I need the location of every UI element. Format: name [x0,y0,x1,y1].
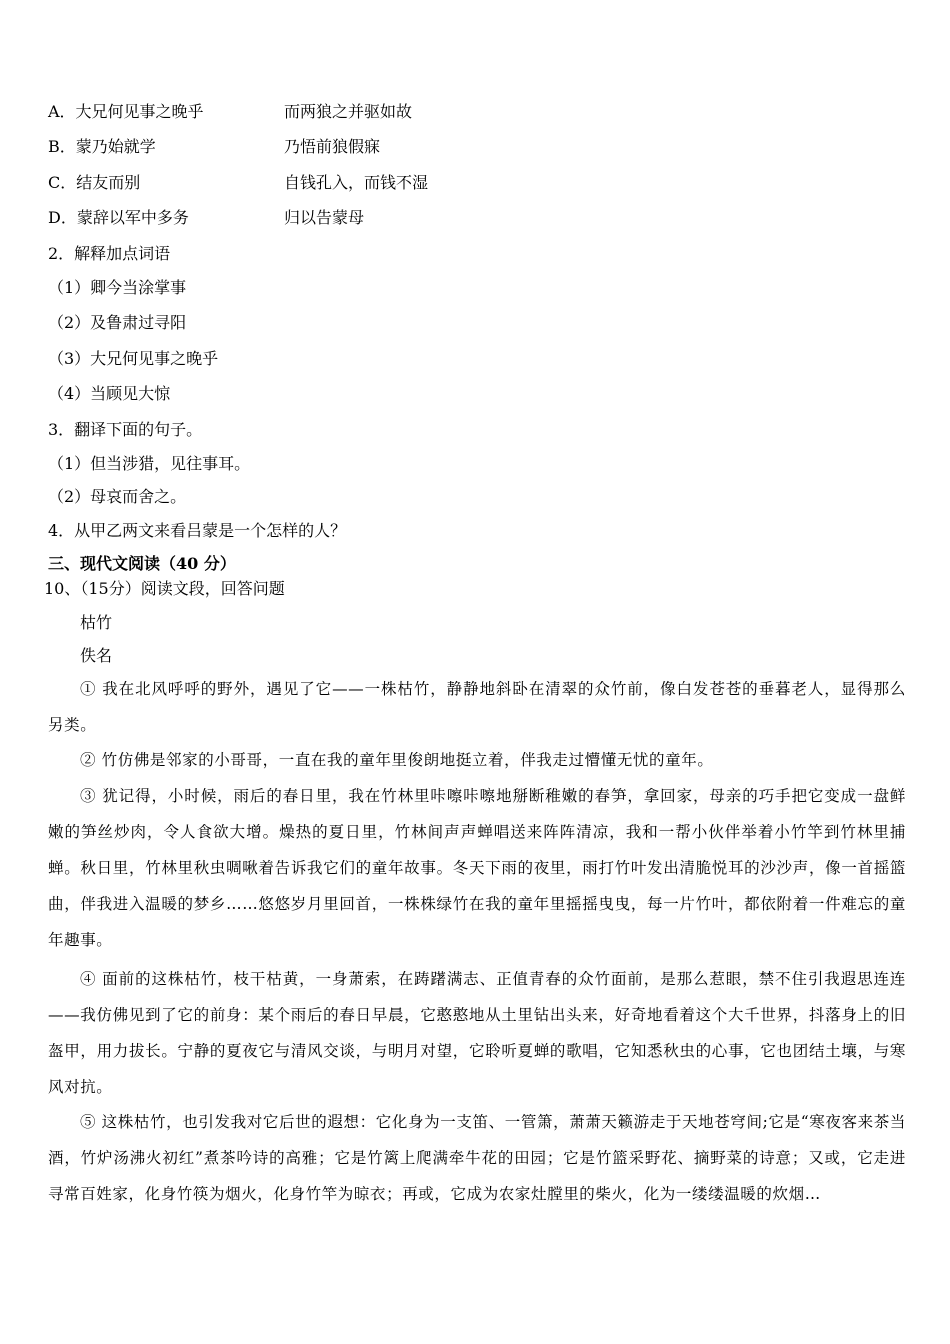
option-d-left: D．蒙辞以军中多务 [48,208,189,227]
q2-item-2: （2）及鲁肃过寻阳 [48,313,187,332]
question-10-prompt: 10、（15分）阅读文段，回答问题 [44,579,285,598]
article-paragraph-4: ④ 面前的这株枯竹，枝干枯黄，一身萧索，在踌躇满志、正值青春的众竹面前，是那么惹眼，禁不住引我遐思连连——我仿佛见到了它的前身：某个雨后的春日早晨，它憨憨地从土里钻出头来，好奇地看着这个大千世界，抖落身上的旧盔甲，用力拔长。宁静的夏夜它与清风交谈，与明月对望，它聆听夏蝉的歌唱，它知悉秋虫的心事，它也团结土壤，与寒风对抗。 [48,970,906,1096]
q2-title: 2．解释加点词语 [48,244,171,263]
option-b-left: B．蒙乃始就学 [48,137,156,156]
q3-item-2: （2）母哀而舍之。 [48,487,187,506]
q4-title: 4．从甲乙两文来看吕蒙是一个怎样的人？ [48,521,347,540]
article-paragraph-3: ③ 犹记得，小时候，雨后的春日里，我在竹林里咔嚓咔嚓地掰断稚嫩的春笋，拿回家，母亲的巧手把它变成一盘鲜嫩的笋丝炒肉，令人食欲大增。燥热的夏日里，竹林间声声蝉唱送来阵阵清凉，我和一帮小伙伴举着小竹竿到竹林里捕蝉。秋日里，竹林里秋虫啁啾着告诉我它们的童年故事。冬天下雨的夜里，雨打竹叶发出清脆悦耳的沙沙声，像一首摇篮曲，伴我进入温暖的梦乡……悠悠岁月里回首，一株株绿竹在我的童年里摇摇曳曳，每一片竹叶，都依附着一件难忘的童年趣事。 [48,787,906,949]
option-a-right: 而两狼之并驱如故 [284,102,413,121]
article-author: 佚名 [80,646,113,665]
q3-title: 3．翻译下面的句子。 [48,420,203,439]
article-paragraph-5: ⑤ 这株枯竹，也引发我对它后世的遐想：它化身为一支笛、一管箫，萧萧天籁游走于天地苍穹间;它是“寒夜客来茶当酒，竹炉汤沸火初红”煮茶吟诗的高雅；它是竹篱上爬满牵牛花的田园；它是竹篮采野花、摘野菜的诗意；又或，它走进寻常百姓家，化身竹筷为烟火，化身竹竿为晾衣；再或，它成为农家灶膛里的柴火，化为一缕缕温暖的炊烟… [48,1113,906,1203]
option-b-right: 乃悟前狼假寐 [284,137,381,156]
option-a-left: A．大兄何见事之晚乎 [48,102,204,121]
section-heading: 三、现代文阅读（40 分） [48,554,236,573]
article-title: 枯竹 [80,613,113,632]
option-d-right: 归以告蒙母 [284,208,365,227]
article-paragraph-2: ② 竹仿佛是邻家的小哥哥，一直在我的童年里俊朗地挺立着，伴我走过懵懂无忧的童年。 [80,751,714,769]
q2-item-1: （1）卿今当涂掌事 [48,278,187,297]
option-c-left: C．结友而别 [48,173,141,192]
q2-item-3: （3）大兄何见事之晚乎 [48,349,219,368]
q2-item-4: （4）当顾见大惊 [48,384,171,403]
article-paragraph-1: ① 我在北风呼呼的野外，遇见了它——一株枯竹，静静地斜卧在清翠的众竹前，像白发苍苍的垂暮老人，显得那么另类。 [48,680,906,734]
option-c-right: 自钱孔入，而钱不湿 [284,173,429,192]
q3-item-1: （1）但当涉猎，见往事耳。 [48,454,251,473]
